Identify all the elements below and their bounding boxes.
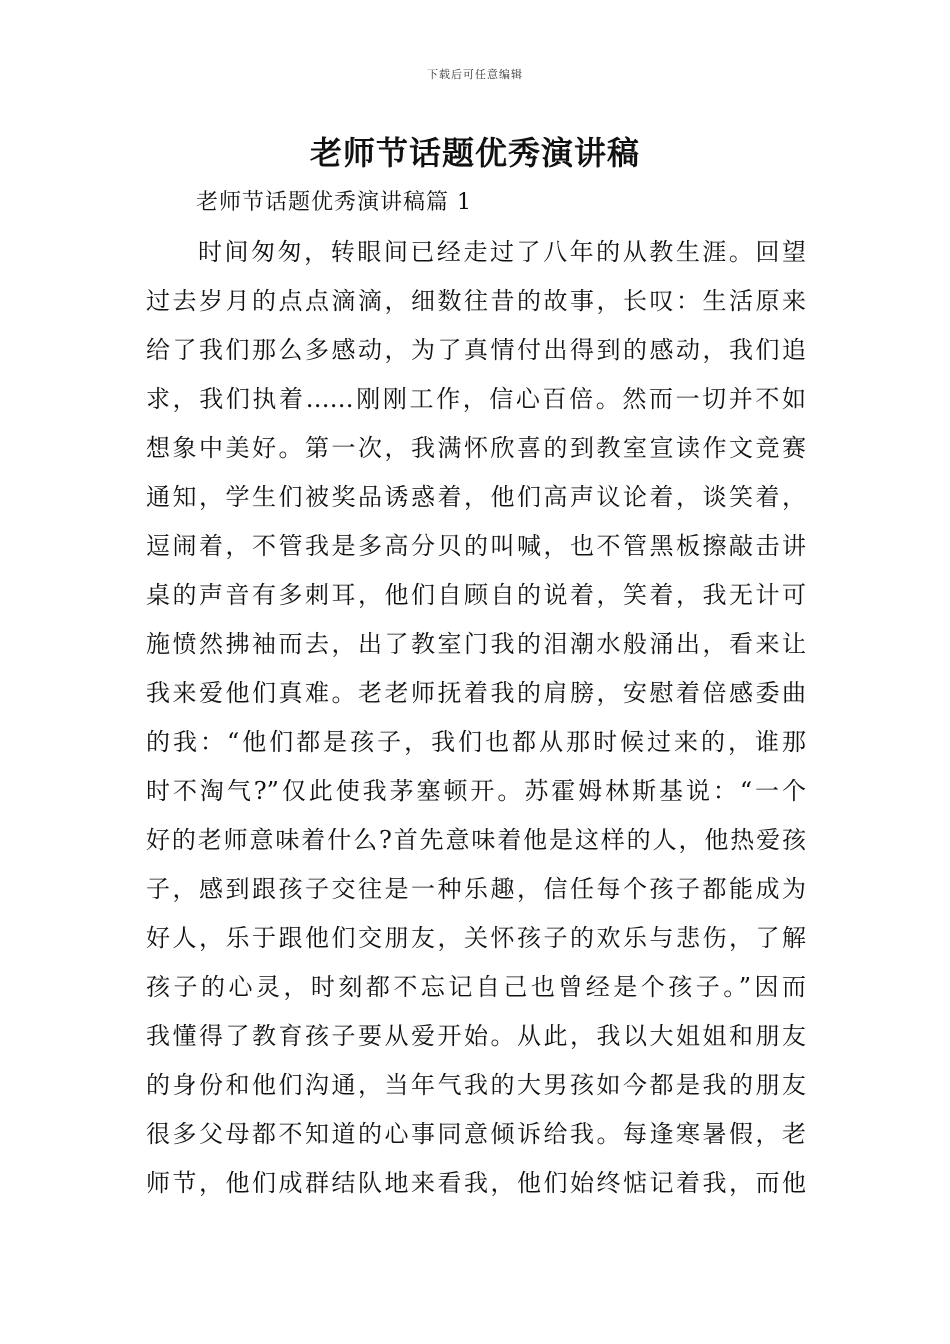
paragraph-line: 通知，学生们被奖品诱惑着，他们高声议论着，谈笑着，: [146, 483, 806, 511]
paragraph-line: 施愤然拂袖而去，出了教室门我的泪潮水般涌出，看来让: [146, 630, 806, 658]
paragraph-line: 的我：“他们都是孩子，我们也都从那时候过来的，谁那: [146, 728, 806, 756]
paragraph-line: 时不淘气?”仅此使我茅塞顿开。苏霍姆林斯基说：“一个: [146, 777, 806, 805]
body-paragraph: [146, 228, 806, 1208]
paragraph-line: 好人，乐于跟他们交朋友，关怀孩子的欢乐与悲伤，了解: [146, 924, 806, 952]
document-subheading: 老师节话题优秀演讲稿篇 1: [196, 190, 472, 215]
paragraph-line: 时间匆匆，转眼间已经走过了八年的从教生涯。回望: [198, 238, 806, 266]
paragraph-line: 我懂得了教育孩子要从爱开始。从此，我以大姐姐和朋友: [146, 1022, 806, 1050]
paragraph-line: 子，感到跟孩子交往是一种乐趣，信任每个孩子都能成为: [146, 875, 806, 903]
paragraph-line: 想象中美好。第一次，我满怀欣喜的到教室宣读作文竞赛: [146, 434, 806, 462]
paragraph-line: 逗闹着，不管我是多高分贝的叫喊，也不管黑板擦敲击讲: [146, 532, 806, 560]
paragraph-line: 孩子的心灵，时刻都不忘记自己也曾经是个孩子。”因而: [146, 973, 806, 1001]
paragraph-line: 给了我们那么多感动，为了真情付出得到的感动，我们追: [146, 336, 806, 364]
page-header-note: 下载后可任意编辑: [427, 68, 523, 81]
paragraph-line: 我来爱他们真难。老老师抚着我的肩膀，安慰着倍感委曲: [146, 679, 806, 707]
paragraph-line: 的身份和他们沟通，当年气我的大男孩如今都是我的朋友: [146, 1071, 806, 1099]
paragraph-line: 很多父母都不知道的心事同意倾诉给我。每逢寒暑假，老: [146, 1120, 806, 1148]
paragraph-line: 过去岁月的点点滴滴，细数往昔的故事，长叹：生活原来: [146, 287, 806, 315]
document-title: 老师节话题优秀演讲稿: [309, 134, 640, 172]
paragraph-line: 求，我们执着……刚刚工作，信心百倍。然而一切并不如: [146, 385, 806, 413]
paragraph-line: 师节，他们成群结队地来看我，他们始终惦记着我，而他: [146, 1169, 806, 1197]
paragraph-line: 好的老师意味着什么?首先意味着他是这样的人，他热爱孩: [146, 826, 806, 854]
paragraph-line: 桌的声音有多刺耳，他们自顾自的说着，笑着，我无计可: [146, 581, 806, 609]
